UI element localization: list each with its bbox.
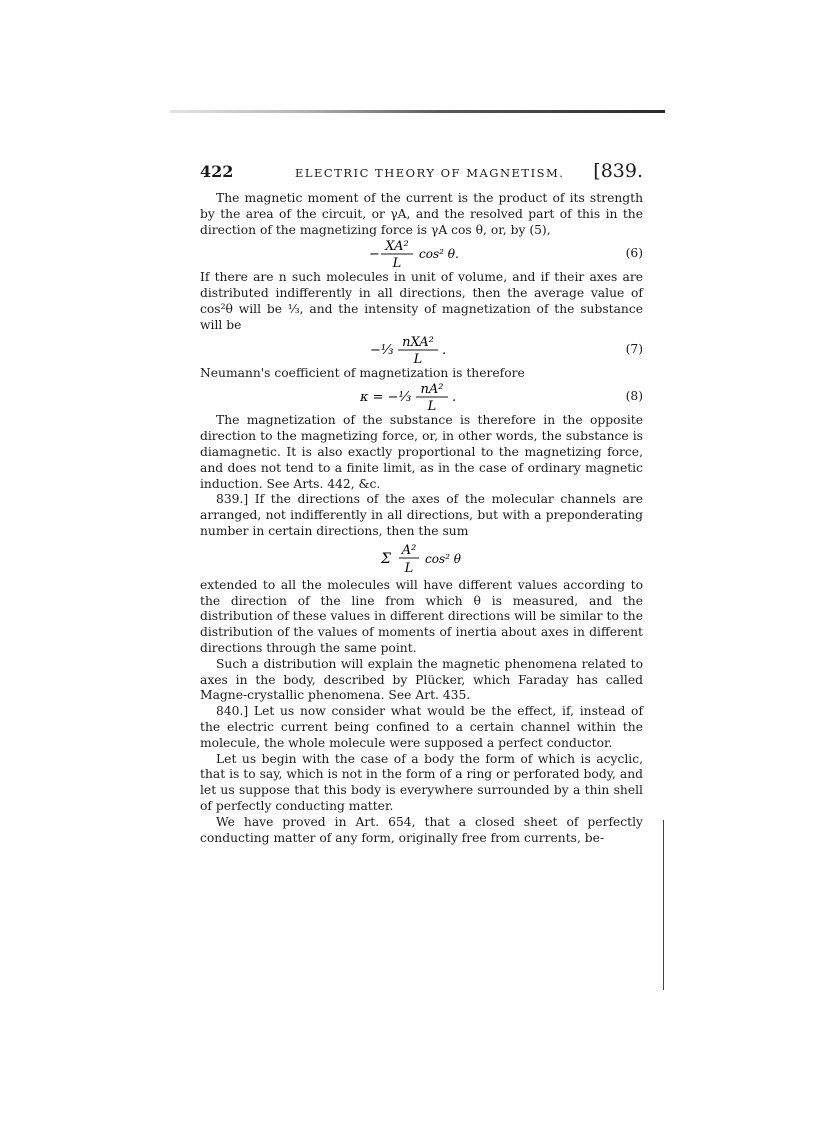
equation-sum-numerator: A² [401,542,416,558]
page-edge-line [663,820,664,990]
paragraph-840-perfect-conductor: 840.] Let us now consider what would be the effect, if, instead of the electric current being confined to a certain channel within the molecule, the whole molecule were supposed a perfect conductor. [200,704,643,750]
paragraph-diamagnetic: The magnetization of the substance is therefore in the opposite direction to the magnetizing force, or, in other words, the substance is diamagnetic. It is also exactly proportional to the magnetizing force, and does not tend to a finite limit, as in the case of ordinary magnetic induction. See Arts. 442, &c. [200,413,643,491]
equation-7 [200,334,643,366]
equation-sum-denominator: L [404,560,413,576]
equation-sum-expression [200,540,643,581]
equation-8-number: (8) [625,389,643,404]
equation-6-suffix: cos² θ. [418,247,459,262]
paragraph-magne-crystallic: Such a distribution will explain the magnetic phenomena related to axes in the body, described by Plücker, which Faraday has called Magne-crystallic phenomena. See Art. 435. [200,656,643,703]
paragraph-extended-molecules: extended to all the molecules will have different values according to the direction of the line from which θ is measured, and the distribution of these values in different directions will be similar to the distribution of the values of moments of inertia about axes in different directions through the same point. [200,577,643,655]
paragraph-molecules-per-volume: If there are n such molecules in unit of volume, and if their axes are distributed indifferently in all directions, then the average value of cos²θ will be ⅓, and the intensity of magnetization of the substance will be [200,270,643,332]
page-header [200,160,643,190]
section-reference: [839. [593,160,643,182]
equation-6-numerator: XA² [384,239,409,255]
equation-7-suffix: . [441,342,446,358]
paragraph-839-molecular-channels: 839.] If the directions of the axes of the molecular channels are arranged, not indifferently in all directions, but with a preponderating number in certain directions, then the sum [200,492,643,538]
paragraph-neumann-coefficient: Neumann's coefficient of magnetization is therefore [200,365,525,380]
equation-7-number: (7) [625,341,643,356]
equation-6-prefix: − [368,247,380,263]
top-rule [170,110,665,113]
equation-8 [200,381,643,413]
equation-8-svg [352,381,492,413]
page-number: 422 [200,162,234,181]
equation-7-denominator: L [413,351,422,366]
equation-sum-prefix: Σ [380,550,391,567]
equation-6-expression [200,238,643,275]
equation-8-suffix: . [451,390,456,406]
equation-6 [200,238,643,270]
equation-6-svg [357,238,487,270]
equation-sum [200,540,643,578]
paragraph-acyclic-body: Let us begin with the case of a body the form of which is acyclic, that is to say, which is not in the form of a ring or perforated body, and let us suppose that this body is everywhere surrounded by a thin shell of perfectly conducting matter. [200,751,643,813]
running-head: ELECTRIC THEORY OF MAGNETISM. [295,166,565,180]
equation-7-expression [200,334,643,371]
equation-sum-svg [377,540,467,576]
equation-8-denominator: L [427,399,436,414]
equation-7-svg [362,334,482,366]
equation-sum-suffix: cos² θ [424,551,461,566]
paragraph-magnetic-moment: The magnetic moment of the current is the product of its strength by the area of the circuit, or γA, and the resolved part of this in the direction of the magnetizing force is γA cos θ, or, by (5), [200,191,643,237]
equation-7-prefix: −⅓ [369,342,393,358]
equation-6-number: (6) [625,246,643,261]
equation-7-numerator: nXA² [401,334,434,350]
equation-8-prefix: κ = −⅓ [359,390,411,406]
equation-8-expression [200,381,643,418]
equation-8-numerator: nA² [420,382,443,398]
equation-6-denominator: L [392,256,401,271]
paragraph-closed-sheet: We have proved in Art. 654, that a closed sheet of perfectly conducting matter of any form, originally free from currents, be- [200,814,643,845]
page-body [200,191,643,846]
